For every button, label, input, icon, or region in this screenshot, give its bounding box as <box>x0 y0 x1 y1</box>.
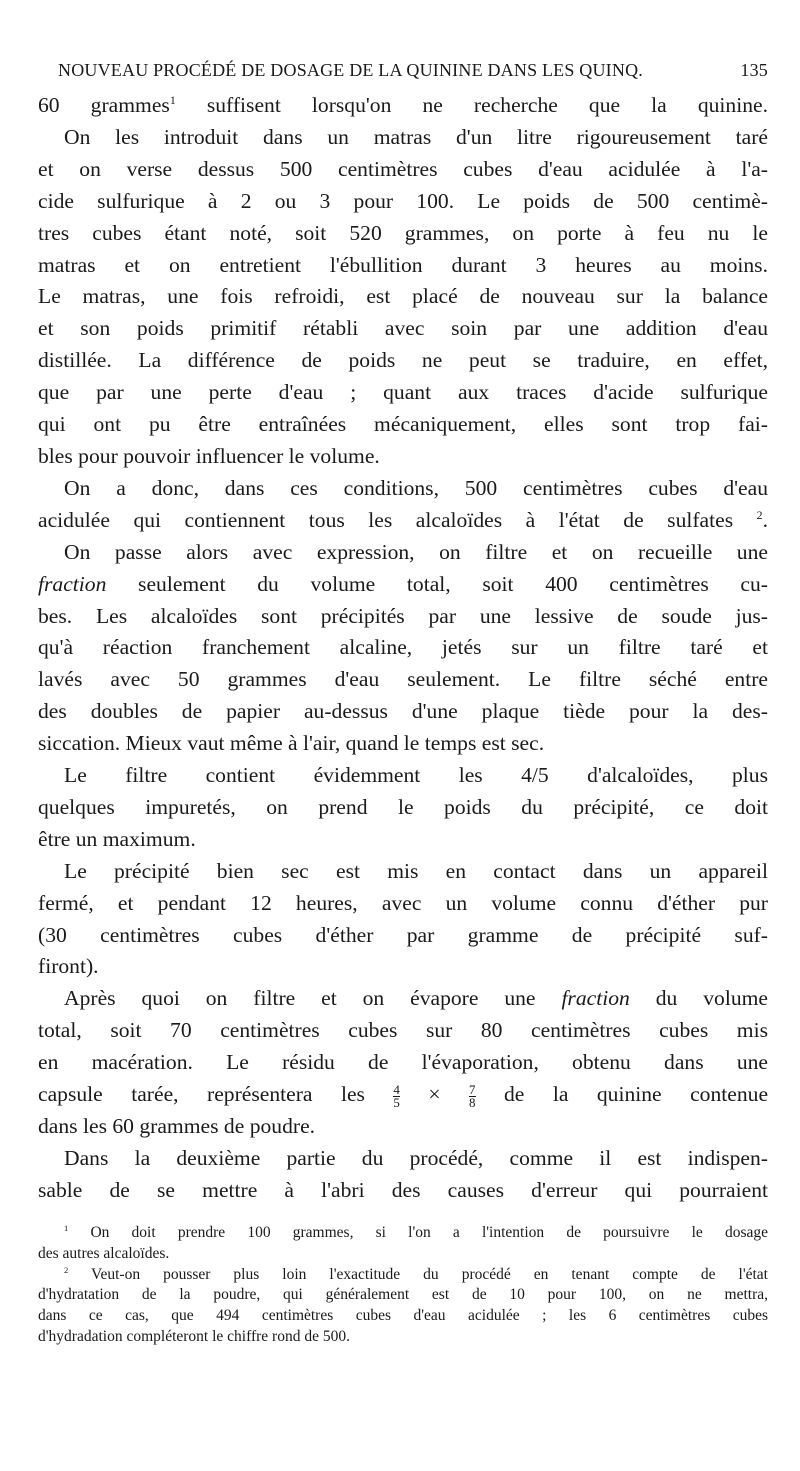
text-line: Le matras, une fois refroidi, est placé de nouveau sur la balance <box>38 284 768 309</box>
text-line: acidulée qui contiennent tous les alcaloïdes à l'état de sulfates $^2$. <box>38 507 768 532</box>
text-line: Le filtre contient évidemment les 4/5 d'alcaloïdes, plus <box>64 763 768 788</box>
footnote-mark: 2 <box>64 1264 69 1275</box>
running-head <box>38 60 768 90</box>
text-line: On les introduit dans un matras d'un litre rigoureusement taré <box>64 124 768 149</box>
text-line: On a donc, dans ces conditions, 500 centimètres cubes d'eau <box>64 475 768 500</box>
text-line: matras et on entretient l'ébullition durant 3 heures au moins. <box>38 252 768 277</box>
text-line: firont). <box>38 954 99 979</box>
fraction: $\frac{4}{5}$ <box>393 1081 400 1110</box>
footnote-ref: 1 <box>169 92 176 107</box>
text-line: qu'à réaction franchement alcaline, jetés sur un filtre taré et <box>38 635 768 660</box>
footnote <box>38 1265 768 1349</box>
emphasis: fraction <box>561 986 630 1011</box>
text-line: être un maximum. <box>38 826 196 851</box>
text-line: (30 centimètres cubes d'éther par gramme de précipité suf- <box>38 922 768 947</box>
page-number: 135 <box>740 60 768 80</box>
page <box>38 60 768 1348</box>
footnote <box>38 1223 768 1265</box>
footnote-line: dans ce cas, que 494 centimètres cubes d'eau acidulée ; les 6 centimètres cubes <box>38 1307 768 1325</box>
running-title: NOUVEAU PROCÉDÉ DE DOSAGE DE LA QUININE DANS LES QUINQ. <box>58 60 643 80</box>
footnote-mark: 1 <box>64 1222 69 1233</box>
text-line: tres cubes étant noté, soit 520 grammes, on porte à feu nu le <box>38 220 768 245</box>
text-line: en macération. Le résidu de l'évaporation, obtenu dans une <box>38 1050 768 1075</box>
footnote-ref: 2 <box>756 507 763 522</box>
text-line: et son poids primitif rétabli avec soin par une addition d'eau <box>38 316 768 341</box>
footnote-line: des autres alcaloïdes. <box>38 1244 170 1262</box>
body-text <box>38 90 768 1207</box>
footnote-line: d'hydratation de la poudre, qui généralement est de 10 pour 100, on ne mettra, <box>38 1286 768 1304</box>
footnote-line: $^2$ Veut-on pousser plus loin l'exactitude du procédé en tenant compte de l'état <box>64 1264 768 1283</box>
text-line: sable de se mettre à l'abri des causes d'erreur qui pourraient <box>38 1177 768 1202</box>
text-line: bles pour pouvoir influencer le volume. <box>38 443 380 468</box>
text-line: cide sulfurique à 2 ou 3 pour 100. Le poids de 500 centimè- <box>38 188 768 213</box>
fraction: $\frac{7}{8}$ <box>469 1081 476 1110</box>
text-line: 60 grammes$^1$ suffisent lorsqu'on ne recherche que la quinine. <box>38 92 768 117</box>
text-line: bes. Les alcaloïdes sont précipités par une lessive de soude jus- <box>38 603 768 628</box>
text-line: quelques impuretés, on prend le poids du précipité, ce doit <box>38 794 768 819</box>
emphasis: fraction <box>38 571 107 596</box>
text-line: Après quoi on filtre et on évapore une fraction du volume <box>64 986 769 1011</box>
text-line: que par une perte d'eau ; quant aux traces d'acide sulfurique <box>38 380 768 405</box>
text-line: On passe alors avec expression, on filtre et on recueille une <box>64 539 768 564</box>
text-line: Le précipité bien sec est mis en contact dans un appareil <box>64 858 768 883</box>
footnote-line: $^1$ On doit prendre 100 grammes, si l'on a l'intention de poursuivre le dosage <box>64 1222 768 1241</box>
text-line: lavés avec 50 grammes d'eau seulement. Le filtre séché entre <box>38 667 768 692</box>
footnotes <box>38 1223 768 1348</box>
text-line: siccation. Mieux vaut même à l'air, quand le temps est sec. <box>38 731 545 756</box>
text-line: dans les 60 grammes de poudre. <box>38 1114 316 1138</box>
text-line: distillée. La différence de poids ne peut se traduire, en effet, <box>38 348 768 373</box>
text-line: fraction seulement du volume total, soit 400 centimètres cu- <box>38 571 768 596</box>
text-line: capsule tarée, représentera les $\frac{4}{5}$ × $\frac{7}{8}$ de la quinine contenue <box>38 1081 769 1110</box>
text-line: total, soit 70 centimètres cubes sur 80 centimètres cubes mis <box>38 1018 768 1043</box>
text-line: des doubles de papier au-dessus d'une plaque tiède pour la des- <box>38 699 768 724</box>
footnote-line: d'hydradation compléteront le chiffre rond de 500. <box>38 1328 350 1346</box>
text-line: et on verse dessus 500 centimètres cubes d'eau acidulée à l'a- <box>38 156 768 181</box>
text-line: qui ont pu être entraînées mécaniquement, elles sont trop fai- <box>38 412 768 437</box>
text-line: fermé, et pendant 12 heures, avec un volume connu d'éther pur <box>38 890 768 915</box>
times-sign: × <box>428 1082 441 1107</box>
text-line: Dans la deuxième partie du procédé, comme il est indispen- <box>64 1145 768 1170</box>
